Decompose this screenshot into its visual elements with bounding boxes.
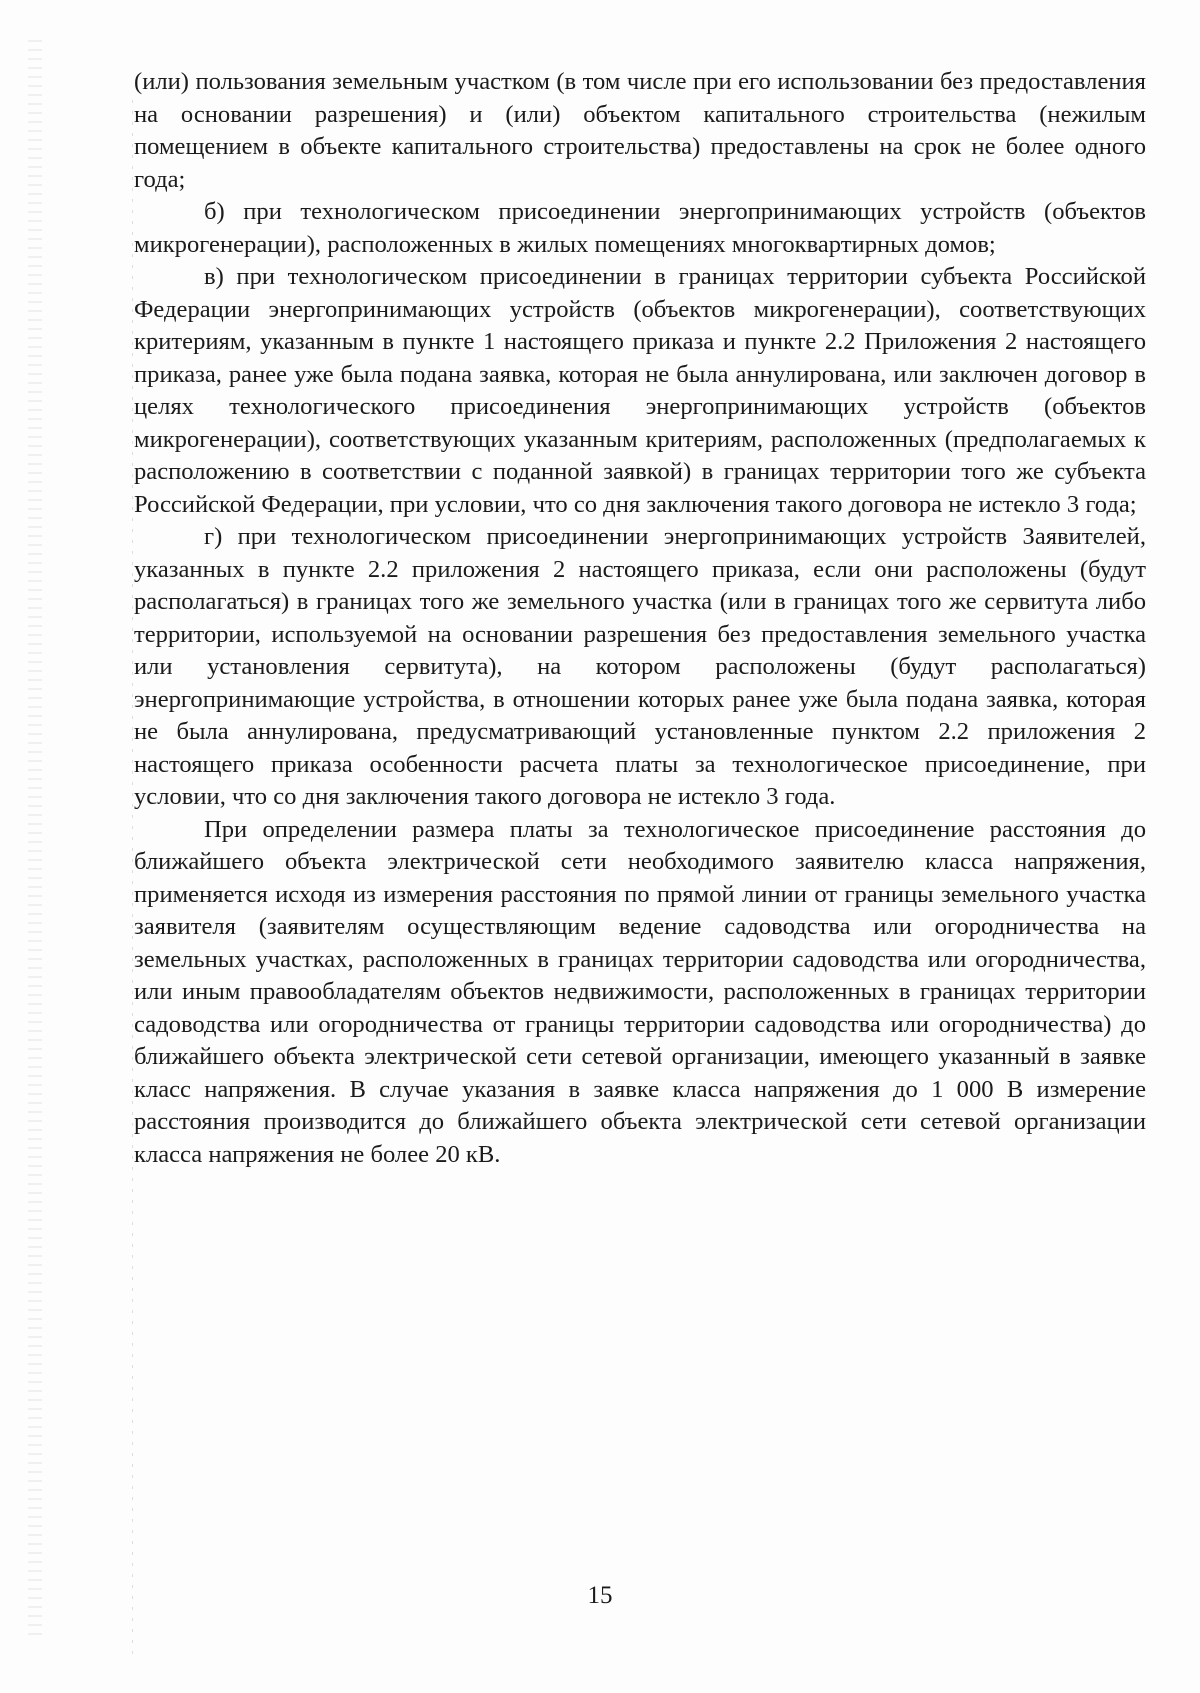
paragraph-item-v: в) при технологическом присоединении в границах территории субъекта Российской Федерации энергопринимающих устройств (объектов микрогенерации), соответствующих критериям, указанным в пункте 1 настоящего приказа и пункте 2.2 Приложения 2 настоящего приказа, ранее уже была подана заявка, которая не была аннулирована, или заключен договор в целях технологического присоединения энергопринимающих устройств (объектов микрогенерации), соответствующих указанным критериям, расположенных (предполагаемых к расположению в соответствии с поданной заявкой) в границах территории того же субъекта Российской Федерации, при условии, что со дня заключения такого договора не истекло 3 года; bbox=[134, 263, 1146, 518]
paragraph-item-b: б) при технологическом присоединении энергопринимающих устройств (объектов микрогенерации), расположенных в жилых помещениях многоквартирных домов; bbox=[134, 198, 1146, 258]
paragraph-item-g: г) при технологическом присоединении энергопринимающих устройств Заявителей, указанных в пункте 2.2 приложения 2 настоящего приказа, если они расположены (будут располагаться) в границах того же земельного участка (или в границах того же сервитута либо территории, используемой на основании разрешения без предоставления земельного участка или установления сервитута), на котором расположены (будут располагаться) энергопринимающие устройства, в отношении которых ранее уже была подана заявка, которая не была аннулирована, предусматривающий установленные пунктом 2.2 приложения 2 настоящего приказа особенности расчета платы за технологическое присоединение, при условии, что со дня заключения такого договора не истекло 3 года. bbox=[134, 523, 1146, 810]
binding-line-artifact bbox=[132, 100, 133, 1660]
scan-edge-artifact bbox=[28, 40, 42, 1640]
paragraph-continuation: (или) пользования земельным участком (в том числе при его использовании без предоставления на основании разрешения) и (или) объектом капитального строительства (нежилым помещением в объекте капитального строительства) предоставлены на срок не более одного года; bbox=[134, 68, 1146, 193]
paragraph-fee-calculation: При определении размера платы за технологическое присоединение расстояния до ближайшего объекта электрической сети необходимого заявителю класса напряжения, применяется исходя из измерения расстояния по прямой линии от границы земельного участка заявителя (заявителям осуществляющим ведение садоводства или огородничества на земельных участках, расположенных в границах территории садоводства или огородничества, или иным правообладателям объектов недвижимости, расположенных в границах территории садоводства или огородничества от границы территории садоводства или огородничества) до ближайшего объекта электрической сети сетевой организации, имеющего указанный в заявке класс напряжения. В случае указания в заявке класса напряжения до 1 000 В измерение расстояния производится до ближайшего объекта электрической сети сетевой организации класса напряжения не более 20 кВ. bbox=[134, 815, 1146, 1168]
document-body bbox=[134, 66, 1146, 1171]
page-number: 15 bbox=[587, 1582, 613, 1609]
